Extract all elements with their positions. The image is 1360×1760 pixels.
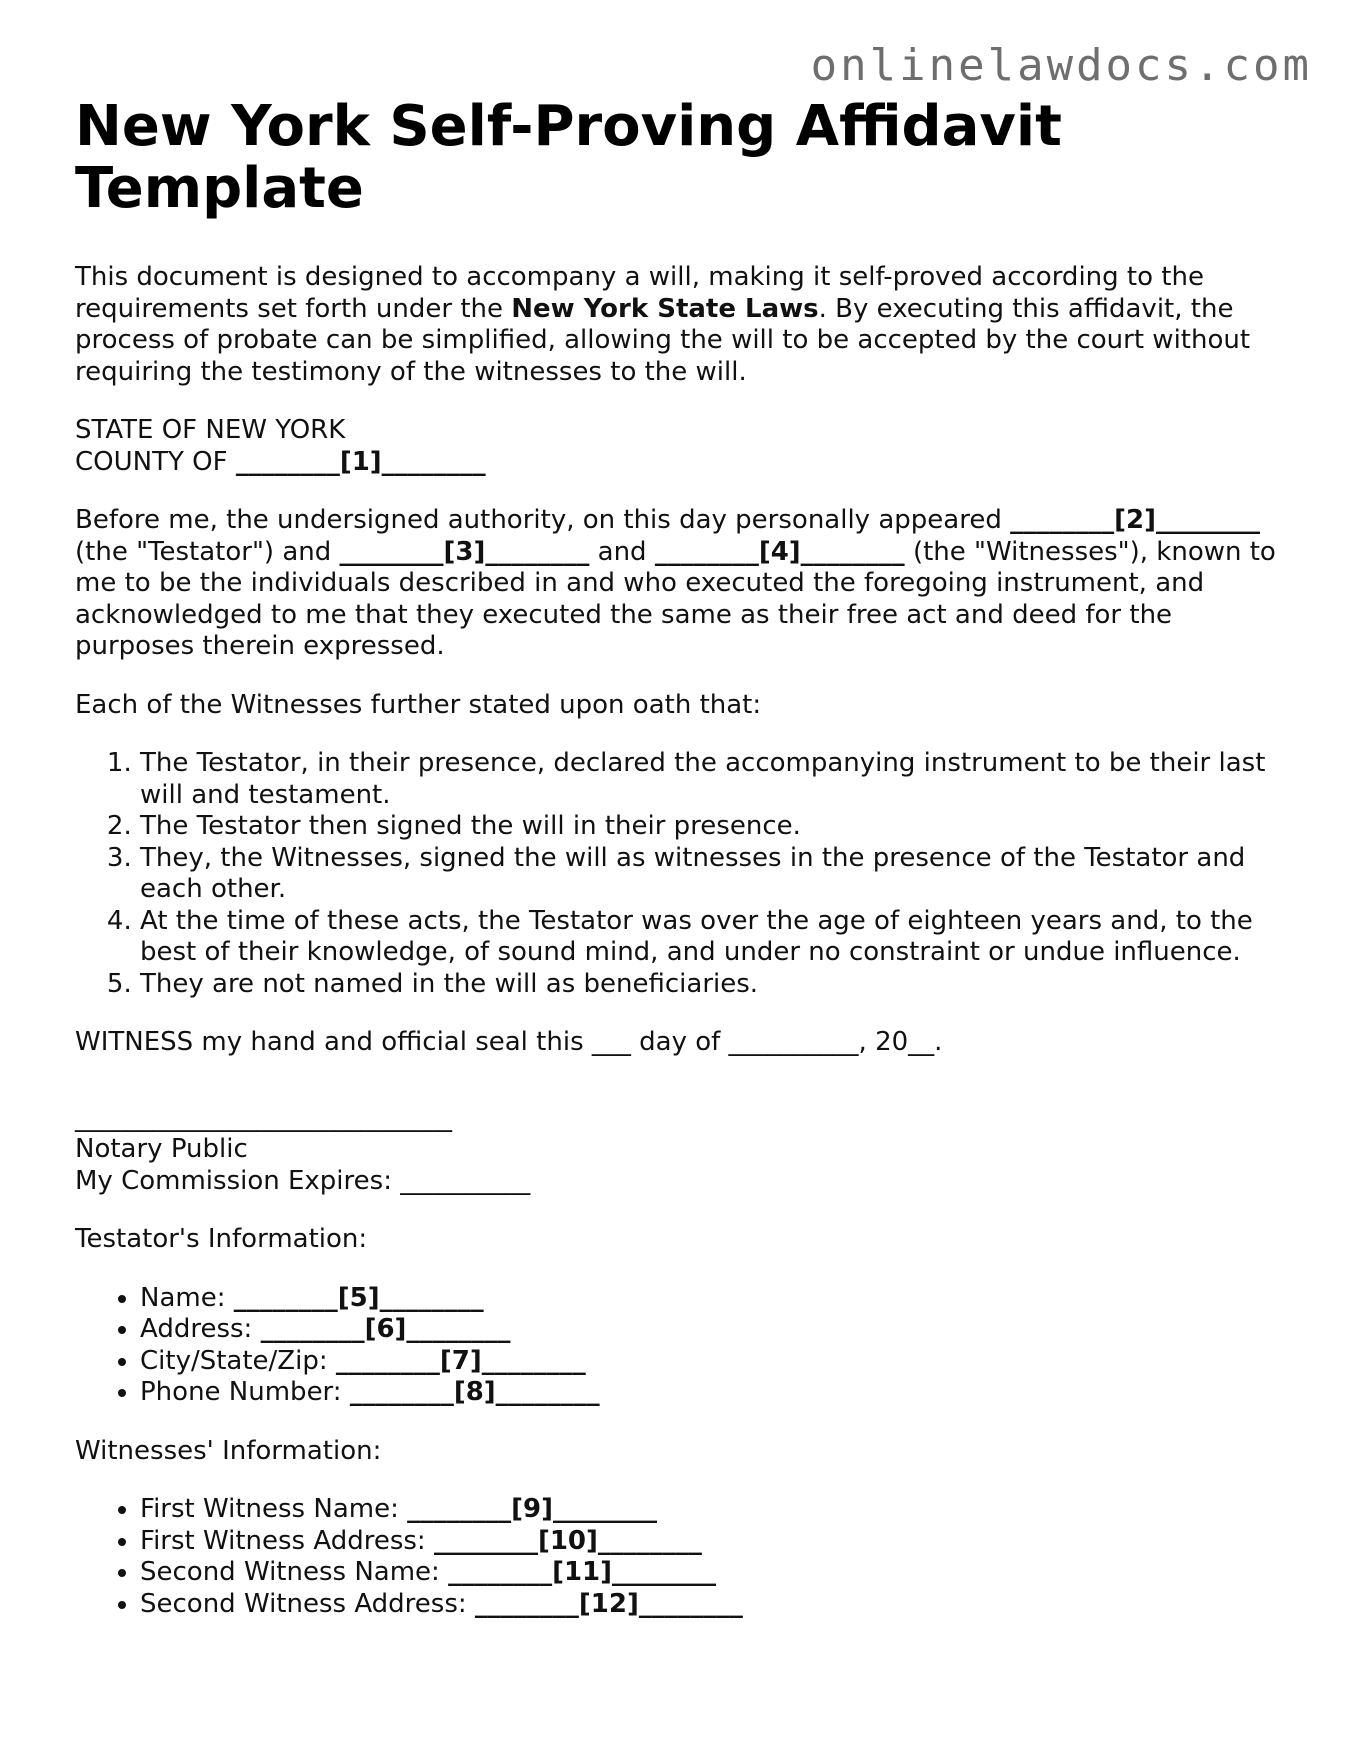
testator-city-item — [140, 1346, 1285, 1378]
appearance-text-4: (the "Witnesses"), known to me to be the individuals described in and who executed the foregoing instrument, and acknowledged to me that they executed the same as their free act and deed for the purposes therein expressed. — [75, 536, 1276, 661]
appearance-text-1: Before me, the undersigned authority, on this day personally appeared — [75, 505, 1011, 535]
site-watermark: onlinelawdocs.com — [810, 40, 1312, 91]
first-witness-name-item — [140, 1494, 1285, 1526]
notary-title: Notary Public — [75, 1134, 248, 1164]
testator-name-item — [140, 1283, 1285, 1315]
testator-address-input[interactable]: ________[6]________ — [260, 1314, 511, 1344]
first-witness-name-label: First Witness Name: — [140, 1494, 408, 1524]
second-witness-name-item — [140, 1557, 1285, 1589]
testator-phone-input[interactable]: ________[8]________ — [349, 1377, 600, 1407]
testator-phone-label: Phone Number: — [140, 1377, 350, 1407]
notary-signature-block — [75, 1103, 1285, 1198]
signature-line[interactable]: _____________________________ — [75, 1102, 452, 1133]
second-witness-name-label: Second Witness Name: — [140, 1557, 449, 1587]
testator-address-label: Address: — [140, 1314, 261, 1344]
intro-text-after: . By executing this affidavit, the process of probate can be simplified, allowing the will to be accepted by the court without requiring the testimony of the witnesses to the will. — [75, 293, 1251, 387]
appearance-paragraph — [75, 505, 1285, 663]
testator-phone-item — [140, 1377, 1285, 1409]
appearance-text-2: (the "Testator") and — [75, 536, 340, 567]
testator-info-list — [75, 1283, 1285, 1409]
second-witness-address-input[interactable]: ________[12]________ — [474, 1588, 743, 1619]
oath-item: 2. The Testator then signed the will in their presence. — [140, 811, 1285, 843]
oath-item: 4. At the time of these acts, the Testator was over the age of eighteen years and, to the best of their knowledge, of sound mind, and under no constraint or undue influence. — [140, 906, 1285, 969]
state-line: STATE OF NEW YORK — [75, 415, 346, 445]
witness-seal-line: WITNESS my hand and official seal this ___ day of __________, 20__. — [75, 1027, 943, 1057]
second-witness-address-label: Second Witness Address: — [140, 1588, 475, 1619]
document-title: New York Self-Proving Affidavit Template — [75, 94, 1062, 221]
intro-text-before: This document is designed to accompany a will, making it self-proved according to the requirements set forth under the — [75, 262, 1204, 324]
first-witness-address-label: First Witness Address: — [140, 1525, 434, 1556]
first-witness-address-input[interactable]: ________[10]________ — [433, 1525, 702, 1556]
witness-info-heading: Witnesses' Information: — [75, 1435, 382, 1466]
intro-paragraph — [75, 262, 1285, 388]
document-page — [75, 96, 1285, 1620]
testator-address-item — [140, 1314, 1285, 1346]
witness-info-list — [75, 1494, 1285, 1620]
oath-item: 5. They are not named in the will as beneficiaries. — [140, 969, 1285, 1001]
county-label: COUNTY OF — [75, 446, 236, 477]
testator-city-label: City/State/Zip: — [140, 1345, 336, 1376]
testator-name-input[interactable]: ________[5]________ — [233, 1282, 484, 1313]
testator-name-label: Name: — [140, 1282, 234, 1313]
testator-info-heading: Testator's Information: — [75, 1224, 368, 1254]
second-witness-field[interactable]: ________[4]________ — [654, 536, 905, 567]
first-witness-field[interactable]: ________[3]________ — [339, 536, 590, 567]
county-line — [75, 447, 1285, 479]
oath-intro: Each of the Witnesses further stated upon oath that: — [75, 689, 762, 720]
oath-list — [75, 748, 1285, 1000]
testator-name-field[interactable]: ________[2]________ — [1010, 505, 1260, 535]
commission-expires: My Commission Expires: __________ — [75, 1165, 531, 1196]
county-field[interactable]: ________[1]________ — [235, 446, 486, 477]
appearance-text-3: and — [589, 536, 655, 567]
first-witness-name-input[interactable]: ________[9]________ — [407, 1494, 657, 1524]
testator-city-input[interactable]: ________[7]________ — [335, 1345, 586, 1376]
venue-block — [75, 415, 1285, 478]
second-witness-name-input[interactable]: ________[11]________ — [448, 1557, 717, 1587]
oath-item: 1. The Testator, in their presence, declared the accompanying instrument to be their last will and testament. — [140, 748, 1285, 811]
intro-law-reference: New York State Laws — [511, 293, 819, 324]
second-witness-address-item — [140, 1589, 1285, 1621]
oath-item: 3. They, the Witnesses, signed the will as witnesses in the presence of the Testator and each other. — [140, 843, 1285, 906]
first-witness-address-item — [140, 1526, 1285, 1558]
